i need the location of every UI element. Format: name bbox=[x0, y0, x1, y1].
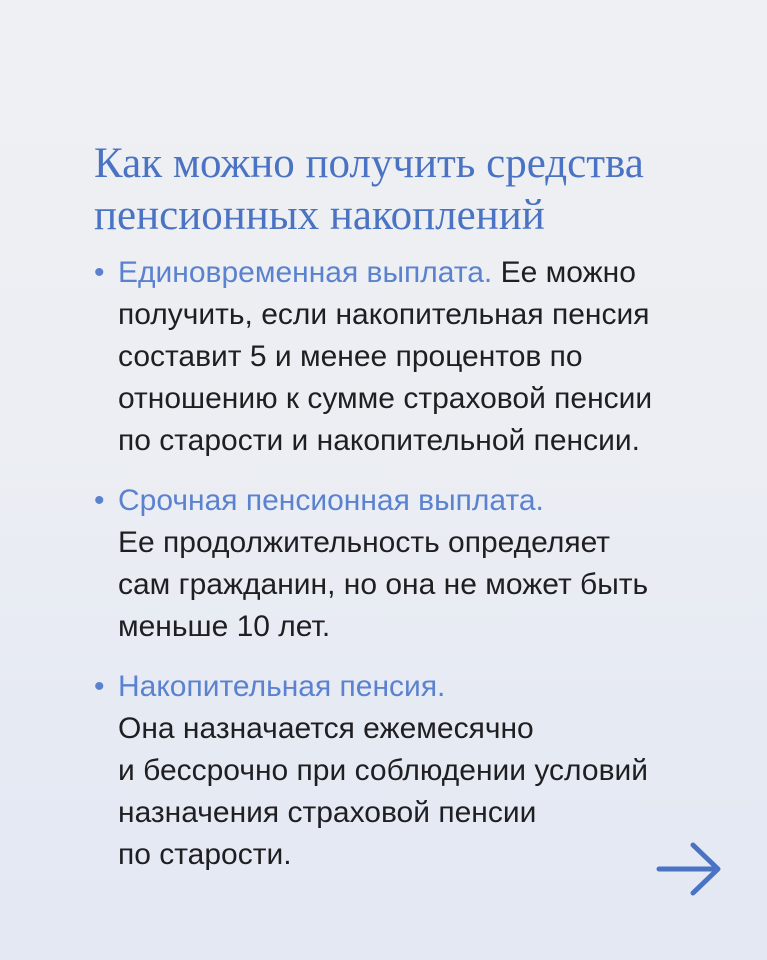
item-first-line bbox=[118, 252, 727, 294]
bullet-icon: • bbox=[94, 256, 105, 289]
bullet-icon: • bbox=[94, 484, 105, 517]
item-text: и бессрочно при соблюдении условий bbox=[118, 754, 649, 787]
payout-options-list bbox=[0, 252, 767, 894]
item-text: по старости. bbox=[118, 838, 292, 871]
item-text: Ее можно bbox=[500, 256, 636, 289]
item-text: получить, если накопительная пенсия bbox=[118, 298, 650, 331]
list-item-funded-pension bbox=[0, 666, 767, 876]
item-text: по старости и накопительной пенсии. bbox=[118, 424, 640, 457]
bullet-icon: • bbox=[94, 670, 105, 703]
item-text: сам гражданин, но она не может быть bbox=[118, 568, 649, 601]
arrow-right-icon[interactable] bbox=[655, 840, 725, 898]
item-lead: Накопительная пенсия. bbox=[118, 670, 446, 703]
item-lead: Срочная пенсионная выплата. bbox=[118, 484, 544, 517]
title-line-1: Как можно получить средства bbox=[94, 140, 644, 187]
item-text: назначения страховой пенсии bbox=[118, 796, 537, 829]
item-first-line bbox=[118, 666, 727, 708]
item-text: составит 5 и менее процентов по bbox=[118, 340, 583, 373]
item-text: меньше 10 лет. bbox=[118, 610, 331, 643]
item-lead: Единовременная выплата. bbox=[118, 256, 493, 289]
list-item-fixed-term bbox=[0, 480, 767, 648]
item-text: отношению к сумме страховой пенсии bbox=[118, 382, 653, 415]
item-first-line bbox=[118, 480, 727, 522]
title-line-2: пенсионных накоплений bbox=[94, 192, 545, 239]
item-text: Она назначается ежемесячно bbox=[118, 712, 534, 745]
list-item-lump-sum bbox=[0, 252, 767, 462]
page-title bbox=[94, 138, 734, 242]
item-text: Ее продолжительность определяет bbox=[118, 526, 611, 559]
